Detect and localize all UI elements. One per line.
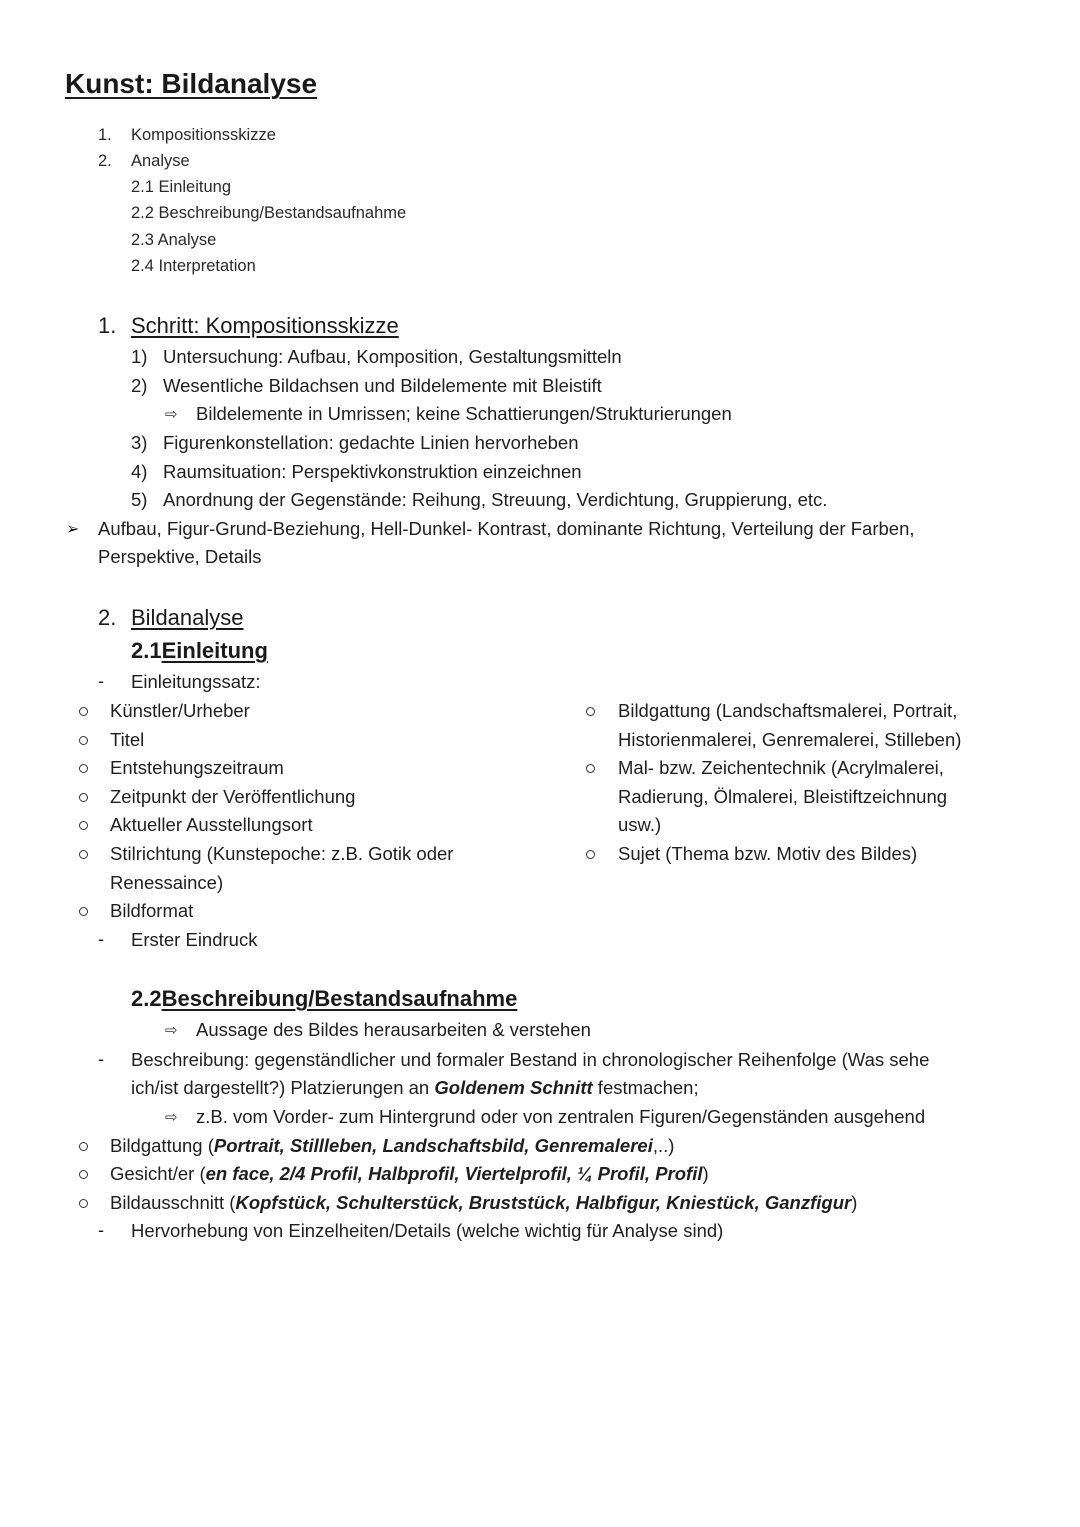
step-3-num: 3) — [131, 432, 148, 453]
intro-item-right-continued: Historienmalerei, Genremalerei, Stilleben) — [618, 729, 962, 750]
toc-item-2-3: 2.3 Analyse — [131, 231, 217, 249]
genre-examples: Portrait, Stillleben, Landschaftsbild, Genremalerei — [213, 1135, 653, 1156]
sub2-arrow-note: Aussage des Bildes herausarbeiten & verstehen — [196, 1019, 591, 1040]
step-2-note: Bildelemente in Umrissen; keine Schattierungen/Strukturierungen — [196, 403, 732, 424]
toc-item-1: Kompositionsskizze — [131, 126, 276, 144]
face-item — [110, 1163, 709, 1185]
right-arrow-icon: ⇨ — [165, 1109, 178, 1126]
intro-item: Aktueller Ausstellungsort — [110, 814, 313, 835]
description-line-2-start: ich/ist dargestellt?) Platzierungen an — [131, 1077, 435, 1098]
circle-bullet-icon — [586, 764, 595, 773]
toc-item-1-num: 1. — [98, 126, 112, 144]
intro-item: Zeitpunkt der Veröffentlichung — [110, 786, 356, 807]
intro-item-right: Sujet (Thema bzw. Motiv des Bildes) — [618, 843, 918, 864]
crop-item — [110, 1192, 857, 1214]
toc-item-2-4: 2.4 Interpretation — [131, 257, 256, 275]
golden-ratio-term: Goldenem Schnitt — [434, 1077, 593, 1098]
description-arrow-note: z.B. vom Vorder- zum Hintergrund oder von zentralen Figuren/Gegenständen ausgehend — [196, 1106, 926, 1127]
step-2-num: 2) — [131, 375, 148, 396]
intro-label: Einleitungssatz: — [131, 671, 261, 692]
toc-item-2-2: 2.2 Beschreibung/Bestandsaufnahme — [131, 204, 407, 222]
step-4: Raumsituation: Perspektivkonstruktion einzeichnen — [163, 461, 582, 482]
step-5-num: 5) — [131, 489, 148, 510]
subsection-2-2-title: Beschreibung/Bestandsaufnahme — [161, 986, 518, 1011]
subsection-2-2-heading — [131, 986, 517, 1012]
triangle-bullet-icon: ➢ — [66, 521, 80, 538]
first-impression: Erster Eindruck — [131, 929, 258, 950]
summary-line-1: Aufbau, Figur-Grund-Beziehung, Hell-Dunkel- Kontrast, dominante Richtung, Verteilung der Farben, — [98, 518, 915, 539]
circle-bullet-icon — [79, 1170, 88, 1179]
description-line-1: Beschreibung: gegenständlicher und formaler Bestand in chronologischer Reihenfolge (Was sehe — [131, 1049, 930, 1070]
face-label: Gesicht/er ( — [110, 1163, 206, 1184]
dash-bullet: - — [98, 1049, 104, 1069]
page-title: Kunst: Bildanalyse — [65, 68, 318, 99]
step-4-num: 4) — [131, 461, 148, 482]
intro-item: Künstler/Urheber — [110, 700, 250, 721]
description-line-2 — [131, 1077, 699, 1099]
toc-item-2: Analyse — [131, 152, 190, 170]
toc-item-2-num: 2. — [98, 152, 112, 170]
toc-item-2-1: 2.1 Einleitung — [131, 178, 231, 196]
step-3: Figurenkonstellation: gedachte Linien hervorheben — [163, 432, 579, 453]
summary-line-2: Perspektive, Details — [98, 546, 262, 567]
intro-item: Stilrichtung (Kunstepoche: z.B. Gotik oder — [110, 843, 454, 864]
subsection-2-1-heading — [131, 638, 268, 664]
intro-item: Bildformat — [110, 900, 194, 921]
section2-heading: Bildanalyse — [131, 605, 244, 630]
step-2: Wesentliche Bildachsen und Bildelemente mit Bleistift — [163, 375, 602, 396]
circle-bullet-icon — [79, 1199, 88, 1208]
circle-bullet-icon — [79, 793, 88, 802]
genre-item — [110, 1135, 674, 1157]
circle-bullet-icon — [586, 850, 595, 859]
crop-end: ) — [851, 1192, 858, 1213]
step-1-num: 1) — [131, 346, 148, 367]
intro-item-right: Mal- bzw. Zeichentechnik (Acrylmalerei, — [618, 757, 944, 778]
circle-bullet-icon — [586, 707, 595, 716]
step-5: Anordnung der Gegenstände: Reihung, Streuung, Verdichtung, Gruppierung, etc. — [163, 489, 828, 510]
circle-bullet-icon — [79, 850, 88, 859]
circle-bullet-icon — [79, 1142, 88, 1151]
circle-bullet-icon — [79, 907, 88, 916]
dash-bullet: - — [98, 671, 104, 691]
subsection-2-2-number: 2.2 — [131, 986, 162, 1011]
crop-examples: Kopfstück, Schulterstück, Bruststück, Halbfigur, Kniestück, Ganzfigur — [235, 1192, 852, 1213]
step-1: Untersuchung: Aufbau, Komposition, Gestaltungsmitteln — [163, 346, 622, 367]
description-line-2-end: festmachen; — [592, 1077, 699, 1098]
section1-number: 1. — [98, 313, 117, 338]
section1-heading: Schritt: Kompositionsskizze — [131, 313, 399, 338]
intro-item: Titel — [110, 729, 145, 750]
subsection-2-1-number: 2.1 — [131, 638, 162, 663]
genre-label: Bildgattung ( — [110, 1135, 214, 1156]
subsection-2-1-title: Einleitung — [161, 638, 268, 663]
genre-end: ,..) — [652, 1135, 675, 1156]
intro-item-right: Bildgattung (Landschaftsmalerei, Portrait, — [618, 700, 958, 721]
details-item: Hervorhebung von Einzelheiten/Details (welche wichtig für Analyse sind) — [131, 1220, 724, 1241]
circle-bullet-icon — [79, 764, 88, 773]
circle-bullet-icon — [79, 821, 88, 830]
face-examples: en face, 2/4 Profil, Halbprofil, Viertelprofil, ¼ Profil, Profil — [205, 1163, 703, 1184]
circle-bullet-icon — [79, 707, 88, 716]
intro-item-right-continued: usw.) — [618, 814, 662, 835]
section2-number: 2. — [98, 605, 117, 630]
intro-item-right-continued: Radierung, Ölmalerei, Bleistiftzeichnung — [618, 786, 948, 807]
intro-item-continued: Renessaince) — [110, 872, 224, 893]
dash-bullet: - — [98, 1220, 104, 1240]
right-arrow-icon: ⇨ — [165, 406, 178, 423]
face-end: ) — [702, 1163, 709, 1184]
intro-item: Entstehungszeitraum — [110, 757, 284, 778]
crop-label: Bildausschnitt ( — [110, 1192, 236, 1213]
dash-bullet: - — [98, 929, 104, 949]
circle-bullet-icon — [79, 736, 88, 745]
right-arrow-icon: ⇨ — [165, 1022, 178, 1039]
